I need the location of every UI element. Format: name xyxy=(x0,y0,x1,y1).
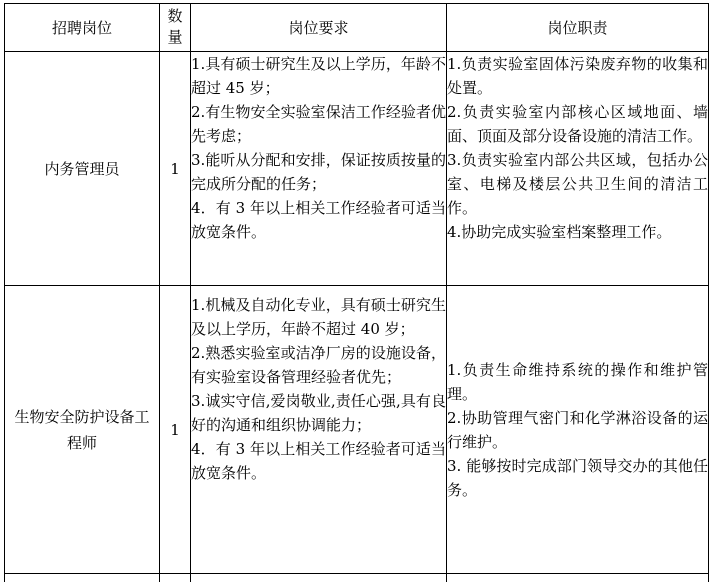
header-requirements: 岗位要求 xyxy=(191,4,447,52)
job-table xyxy=(4,3,709,582)
requirement-item: 3.能听从分配和安排，保证按质按量的完成所分配的任务； xyxy=(191,148,446,196)
count-cell: 1 xyxy=(160,52,191,286)
duties-cell xyxy=(447,52,709,286)
count-cell: 1 xyxy=(160,286,191,574)
header-duties: 岗位职责 xyxy=(447,4,709,52)
requirement-item: 4．有 3 年以上相关工作经验者可适当放宽条件。 xyxy=(191,196,446,244)
requirements-cell xyxy=(191,52,447,286)
requirements-cell xyxy=(191,286,447,574)
requirement-item: 2.有生物安全实验室保洁工作经验者优先考虑； xyxy=(191,100,446,148)
duties-cell xyxy=(447,286,709,574)
duty-item: 2.负责实验室内部核心区域地面、墙面、顶面及部分设备设施的清洁工作。 xyxy=(447,100,708,148)
requirement-item: 1.具有硕士研究生及以上学历，年龄不超过 45 岁； xyxy=(191,52,446,100)
duty-item: 1.负责实验室固体污染废弃物的收集和处置。 xyxy=(447,52,708,100)
requirement-item: 2.熟悉实验室或洁净厂房的设施设备，有实验室设备管理经验者优先； xyxy=(191,341,446,389)
position-cell: 生物安全防护设备工程师 xyxy=(5,286,160,574)
requirement-item: 1.机械及自动化专业，具有硕士研究生及以上学历，年龄不超过 40 岁； xyxy=(191,293,446,341)
requirement-item: 3.诚实守信,爱岗敬业,责任心强,具有良好的沟通和组织协调能力； xyxy=(191,389,446,437)
header-count: 数量 xyxy=(160,4,191,52)
table-row xyxy=(5,286,709,574)
requirement-item: 4．有 3 年以上相关工作经验者可适当放宽条件。 xyxy=(191,437,446,485)
duty-item: 4.协助完成实验室档案整理工作。 xyxy=(447,220,708,244)
table-row xyxy=(5,52,709,286)
duty-item: 1.负责生命维持系统的操作和维护管理。 xyxy=(447,358,708,406)
position-cell: 内务管理员 xyxy=(5,52,160,286)
duty-item: 3.负责实验室内部公共区域，包括办公室、电梯及楼层公共卫生间的清洁工作。 xyxy=(447,148,708,220)
duty-item: 3. 能够按时完成部门领导交办的其他任务。 xyxy=(447,454,708,502)
header-row xyxy=(5,4,709,52)
table-row-partial xyxy=(5,574,709,582)
duty-item: 2.协助管理气密门和化学淋浴设备的运行维护。 xyxy=(447,406,708,454)
header-position: 招聘岗位 xyxy=(5,4,160,52)
